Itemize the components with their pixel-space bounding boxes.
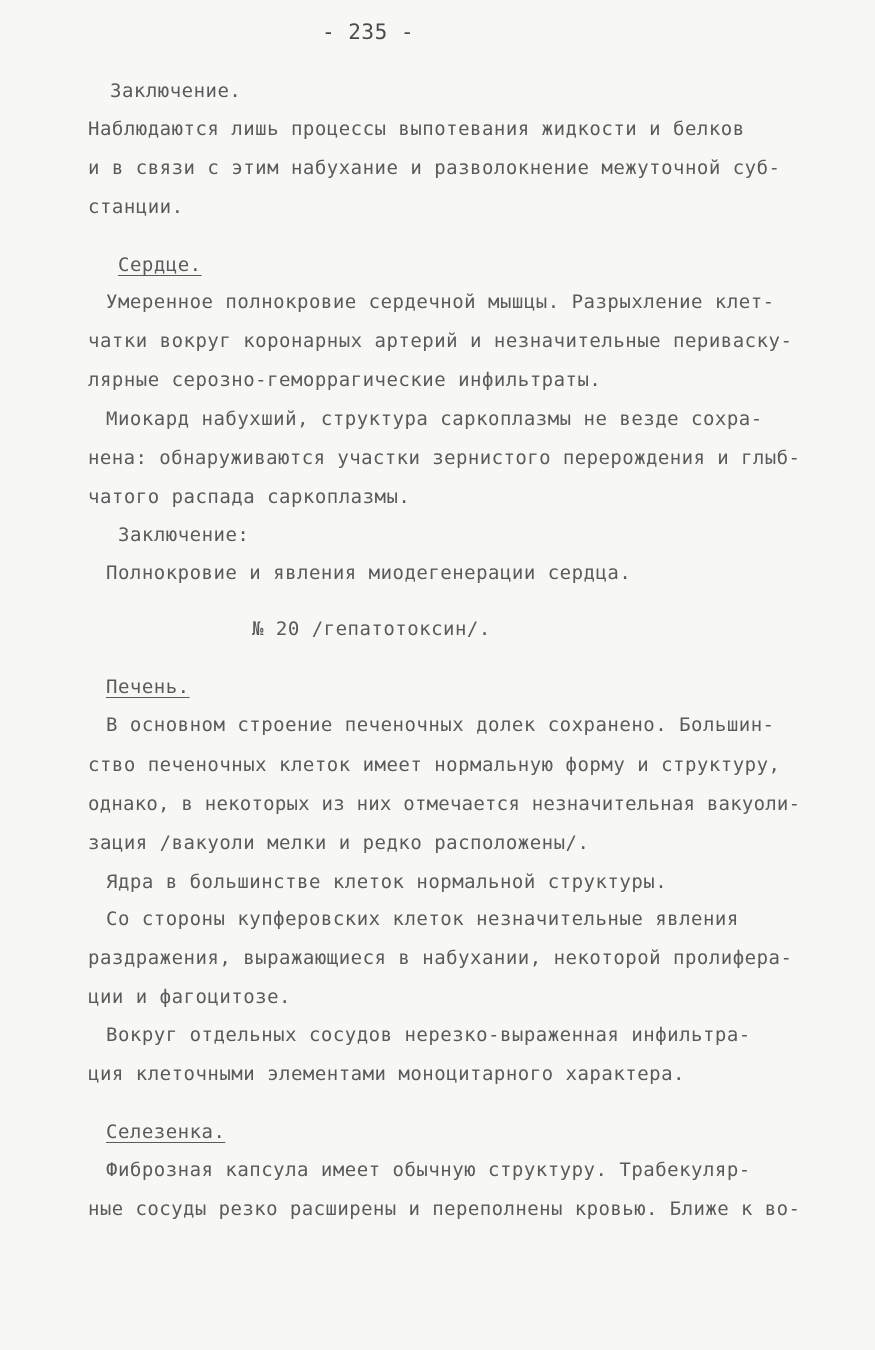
text-line: лярные серозно-геморрагические инфильтраты. [88, 369, 602, 391]
text-line: нена: обнаруживаются участки зернистого перерождения и глыб- [88, 447, 801, 469]
text-line: чатого распада саркоплазмы. [88, 486, 411, 508]
text-line: Вокруг отдельных сосудов нерезко-выраженная инфильтра- [106, 1024, 751, 1046]
page-number: - 235 - [322, 20, 415, 44]
text-line: Наблюдаются лишь процессы выпотевания жидкости и белков [88, 118, 745, 140]
text-line: Ядра в большинстве клеток нормальной структуры. [106, 871, 668, 893]
spleen-heading: Селезенка. [106, 1121, 226, 1143]
text-line: чатки вокруг коронарных артерий и незначительные периваску- [88, 330, 793, 352]
text-line: и в связи с этим набухание и разволокнение межуточной суб- [88, 157, 781, 179]
text-line: Умеренное полнокровие сердечной мышцы. Разрыхление клет- [106, 291, 775, 313]
text-line: зация /вакуоли мелки и редко расположены/. [88, 832, 590, 854]
conclusion-heading: Заключение. [110, 80, 242, 102]
text-line: Со стороны купферовских клеток незначительные явления [106, 908, 739, 930]
text-line: станции. [88, 196, 184, 218]
text-line: ция клеточными элементами моноцитарного характера. [88, 1063, 685, 1085]
text-line: В основном строение печеночных долек сохранено. Большин- [106, 714, 775, 736]
text-line: ство печеночных клеток имеет нормальную форму и структуру, [88, 754, 781, 776]
text-line: раздражения, выражающиеся в набухании, некоторой пролифера- [88, 947, 793, 969]
text-line: Миокард набухший, структура саркоплазмы не везде сохра- [106, 408, 763, 430]
conclusion-heading: Заключение: [118, 524, 250, 546]
heart-heading: Сердце. [118, 254, 202, 276]
text-line: однако, в некоторых из них отмечается незначительная вакуоли- [88, 793, 801, 815]
text-line: ции и фагоцитозе. [88, 986, 291, 1008]
liver-heading: Печень. [106, 676, 190, 698]
section-title: № 20 /гепатотоксин/. [252, 618, 491, 640]
text-line: ные сосуды резко расширены и переполнены кровью. Ближе к во- [88, 1198, 801, 1220]
text-line: Полнокровие и явления миодегенерации сердца. [106, 562, 632, 584]
text-line: Фиброзная капсула имеет обычную структуру. Трабекуляр- [106, 1159, 751, 1181]
